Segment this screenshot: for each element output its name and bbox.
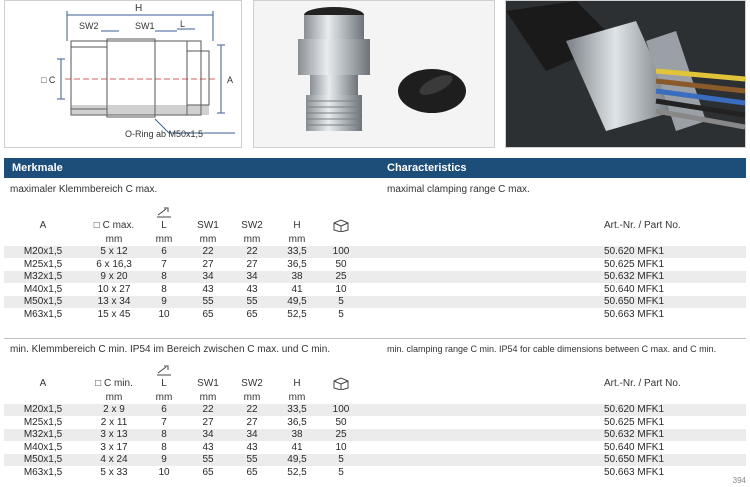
- unit-c: mm: [105, 392, 123, 403]
- technical-drawing: [4, 0, 242, 148]
- cell-c: 9 x 20: [100, 271, 128, 282]
- cell-l: 8: [161, 429, 167, 440]
- cell-q: 5: [338, 466, 344, 478]
- cell-l: 6: [161, 246, 167, 257]
- col-l-header: L: [161, 220, 167, 231]
- cell-h: 52,5: [287, 466, 307, 478]
- cell-c: 4 x 24: [100, 454, 128, 465]
- table-min-clamping: [4, 342, 746, 487]
- cell-l: 10: [158, 308, 170, 320]
- cell-sw2: 55: [246, 454, 258, 465]
- cell-sw2: 65: [246, 308, 258, 320]
- col-cmin-header: □ C min.: [95, 378, 133, 389]
- unit-sw1: mm: [199, 234, 217, 245]
- cable-gland-photo-icon: [254, 1, 494, 147]
- cell-q: 5: [338, 454, 344, 465]
- cell-art: 50.663 MFK1: [604, 466, 665, 478]
- cell-c: 5 x 33: [100, 466, 128, 478]
- table-row: [4, 454, 746, 466]
- cell-a: M50x1,5: [23, 296, 63, 307]
- col-sw2-header: SW2: [241, 220, 263, 231]
- wrench-icon: [144, 364, 184, 379]
- cell-sw2: 27: [246, 258, 258, 270]
- cell-c: 3 x 13: [100, 429, 128, 440]
- cell-q: 100: [332, 404, 350, 415]
- wrench-icon: [144, 206, 184, 221]
- cell-sw2: 65: [246, 466, 258, 478]
- cell-h: 33,5: [287, 246, 307, 257]
- dim-sw2-label: SW2: [79, 21, 99, 31]
- cell-h: 38: [291, 429, 303, 440]
- header-merkmale: Merkmale: [12, 162, 63, 174]
- cell-a: M40x1,5: [23, 283, 63, 295]
- cell-a: M25x1,5: [23, 416, 63, 428]
- section1-title-en: maximal clamping range C max.: [387, 184, 530, 195]
- table-row: [4, 404, 746, 416]
- cell-q: 10: [335, 283, 347, 295]
- cell-art: 50.620 MFK1: [604, 404, 665, 415]
- cell-l: 9: [161, 454, 167, 465]
- package-icon: [320, 376, 362, 393]
- cell-a: M20x1,5: [23, 404, 63, 415]
- section1-title-de: maximaler Klemmbereich C max.: [10, 184, 158, 195]
- cell-l: 7: [161, 258, 167, 270]
- cell-sw2: 34: [246, 271, 258, 282]
- cell-sw1: 65: [202, 308, 214, 320]
- section-header: [4, 158, 746, 178]
- cell-sw2: 27: [246, 416, 258, 428]
- cell-sw1: 43: [202, 441, 214, 453]
- dim-sw1-label: SW1: [135, 21, 155, 31]
- cell-sw1: 22: [202, 246, 214, 257]
- cell-q: 5: [338, 308, 344, 320]
- product-images: [0, 0, 750, 150]
- table-row: [4, 309, 746, 321]
- section2-title-de: min. Klemmbereich C min. IP54 im Bereich zwischen C max. und C min.: [10, 344, 331, 355]
- cell-art: 50.650 MFK1: [604, 454, 665, 465]
- cell-sw1: 55: [202, 454, 214, 465]
- table-row: [4, 284, 746, 296]
- table-max-clamping: [4, 182, 746, 332]
- cell-art: 50.620 MFK1: [604, 246, 665, 257]
- cell-h: 49,5: [287, 454, 307, 465]
- table-row: [4, 296, 746, 308]
- cell-sw2: 22: [246, 404, 258, 415]
- cell-a: M20x1,5: [23, 246, 63, 257]
- header-characteristics: Characteristics: [387, 162, 467, 174]
- table-row: [4, 259, 746, 271]
- cell-sw2: 22: [246, 246, 258, 257]
- cell-l: 8: [161, 441, 167, 453]
- cell-sw1: 43: [202, 283, 214, 295]
- cable-gland-drawing-icon: [5, 1, 241, 147]
- cell-sw2: 34: [246, 429, 258, 440]
- cell-a: M50x1,5: [23, 454, 63, 465]
- cell-q: 50: [335, 416, 347, 428]
- cell-sw1: 34: [202, 429, 214, 440]
- cell-a: M63x1,5: [23, 308, 63, 320]
- unit-h: mm: [288, 234, 306, 245]
- col-art-header: Art.-Nr. / Part No.: [604, 378, 681, 389]
- table-row: [4, 246, 746, 258]
- table-row: [4, 271, 746, 283]
- cell-sw1: 27: [202, 416, 214, 428]
- col-cmax-header: □ C max.: [93, 220, 135, 231]
- unit-sw2: mm: [243, 234, 261, 245]
- cell-a: M32x1,5: [23, 429, 63, 440]
- cell-l: 8: [161, 271, 167, 282]
- cell-c: 6 x 16,3: [96, 258, 132, 270]
- cell-art: 50.632 MFK1: [604, 271, 665, 282]
- package-icon: [320, 218, 362, 235]
- cell-a: M25x1,5: [23, 258, 63, 270]
- cell-art: 50.663 MFK1: [604, 308, 665, 320]
- col-sw2-header: SW2: [241, 378, 263, 389]
- section-divider: [4, 338, 746, 339]
- oring-note: O-Ring ab M50x1,5: [125, 129, 204, 139]
- cell-c: 3 x 17: [100, 441, 128, 453]
- col-sw1-header: SW1: [197, 378, 219, 389]
- cell-c: 10 x 27: [97, 283, 131, 295]
- cell-a: M63x1,5: [23, 466, 63, 478]
- col-sw1-header: SW1: [197, 220, 219, 231]
- cell-q: 25: [335, 271, 347, 282]
- cell-art: 50.650 MFK1: [604, 296, 665, 307]
- product-photo: [253, 0, 495, 148]
- unit-sw2: mm: [243, 392, 261, 403]
- cell-c: 13 x 34: [97, 296, 131, 307]
- page-number: 394: [732, 476, 746, 485]
- cell-art: 50.640 MFK1: [604, 441, 665, 453]
- col-a-header: A: [39, 378, 47, 389]
- table-row: [4, 429, 746, 441]
- cell-h: 36,5: [287, 258, 307, 270]
- cell-h: 41: [291, 283, 303, 295]
- cell-art: 50.632 MFK1: [604, 429, 665, 440]
- cell-c: 2 x 9: [103, 404, 125, 415]
- cell-c: 5 x 12: [100, 246, 128, 257]
- cell-sw1: 55: [202, 296, 214, 307]
- cell-h: 38: [291, 271, 303, 282]
- cell-c: 2 x 11: [100, 416, 128, 428]
- cell-q: 25: [335, 429, 347, 440]
- section2-title-en: min. clamping range C min. IP54 for cable dimensions between C max. and C min.: [387, 344, 717, 354]
- table-row: [4, 417, 746, 429]
- cell-sw2: 43: [246, 441, 258, 453]
- unit-l: mm: [155, 234, 173, 245]
- cell-sw2: 43: [246, 283, 258, 295]
- cell-a: M40x1,5: [23, 441, 63, 453]
- cell-sw1: 27: [202, 258, 214, 270]
- cell-h: 52,5: [287, 308, 307, 320]
- cell-l: 6: [161, 404, 167, 415]
- cell-sw1: 65: [202, 466, 214, 478]
- dim-a-label: A: [227, 75, 234, 85]
- unit-h: mm: [288, 392, 306, 403]
- cell-sw1: 22: [202, 404, 214, 415]
- cell-h: 33,5: [287, 404, 307, 415]
- cell-l: 9: [161, 296, 167, 307]
- col-h-header: H: [293, 378, 301, 389]
- unit-c: mm: [105, 234, 123, 245]
- cell-sw1: 34: [202, 271, 214, 282]
- cell-art: 50.625 MFK1: [604, 416, 665, 428]
- col-l-header: L: [161, 378, 167, 389]
- dim-l-label: L: [180, 19, 186, 29]
- cell-art: 50.625 MFK1: [604, 258, 665, 270]
- table-row: [4, 467, 746, 479]
- cell-l: 8: [161, 283, 167, 295]
- col-a-header: A: [39, 220, 47, 231]
- cell-l: 10: [158, 466, 170, 478]
- col-h-header: H: [293, 220, 301, 231]
- cable-installed-icon: [506, 1, 745, 147]
- cell-q: 100: [332, 246, 350, 257]
- cell-q: 10: [335, 441, 347, 453]
- dim-c-label: □ C: [41, 75, 56, 85]
- unit-l: mm: [155, 392, 173, 403]
- cell-a: M32x1,5: [23, 271, 63, 282]
- dim-h-label: H: [135, 3, 143, 14]
- cell-h: 36,5: [287, 416, 307, 428]
- col-art-header: Art.-Nr. / Part No.: [604, 220, 681, 231]
- cell-h: 41: [291, 441, 303, 453]
- table-row: [4, 442, 746, 454]
- cell-q: 5: [338, 296, 344, 307]
- cell-h: 49,5: [287, 296, 307, 307]
- cell-sw2: 55: [246, 296, 258, 307]
- cell-q: 50: [335, 258, 347, 270]
- unit-sw1: mm: [199, 392, 217, 403]
- cell-art: 50.640 MFK1: [604, 283, 665, 295]
- installed-cable-photo: [505, 0, 746, 148]
- cell-l: 7: [161, 416, 167, 428]
- cell-c: 15 x 45: [97, 308, 131, 320]
